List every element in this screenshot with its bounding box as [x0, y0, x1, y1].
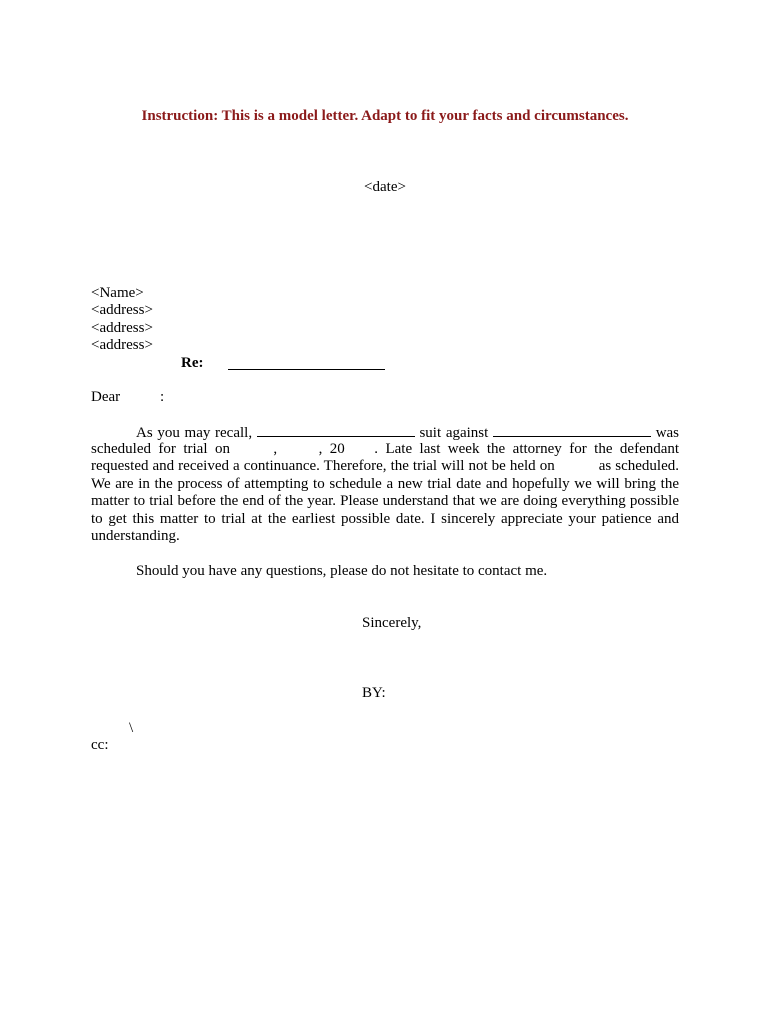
recipient-name: <Name> — [91, 285, 144, 301]
body-line — [91, 423, 679, 441]
body-line: matter to trial before the end of the year. Please understand that we are doing everything possible — [91, 493, 679, 509]
closing: Sincerely, — [362, 615, 422, 631]
client-name-blank — [257, 423, 415, 437]
defendant-name-blank — [493, 423, 651, 437]
body-line: We are in the process of attempting to schedule a new trial date and hopefully we will bring the — [91, 475, 679, 492]
salutation-dear: Dear — [91, 389, 121, 405]
body-line — [91, 458, 679, 476]
body-paragraph-1 — [91, 423, 679, 546]
body-line — [91, 441, 679, 459]
signature-by-label: BY: — [362, 685, 386, 701]
body-text: scheduled for trial on — [91, 440, 230, 457]
body-text: , 20 — [318, 440, 345, 457]
re-subject-blank — [228, 355, 385, 370]
body-text: , — [273, 440, 278, 457]
instruction-heading: Instruction: This is a model letter. Adapt to fit your facts and circumstances. — [141, 108, 629, 124]
recipient-address-line: <address> — [91, 302, 153, 318]
body-text: as scheduled. — [598, 458, 679, 474]
body-paragraph-2: Should you have any questions, please do not hesitate to contact me. — [136, 563, 548, 579]
body-text: was — [655, 425, 680, 441]
cc-label: cc: — [91, 737, 109, 753]
recipient-address-line: <address> — [91, 337, 153, 353]
body-line: to get this matter to trial at the earliest possible date. I sincerely appreciate your patience and — [91, 510, 679, 527]
date-placeholder: <date> — [364, 179, 406, 195]
salutation-colon: : — [160, 389, 165, 405]
recipient-address-line: <address> — [91, 320, 153, 336]
body-text: suit against — [419, 425, 489, 441]
body-text: As you may recall, — [136, 425, 253, 441]
re-label: Re: — [181, 355, 204, 371]
body-text: requested and received a continuance. Therefore, the trial will not be held on — [91, 458, 555, 474]
body-line: understanding. — [91, 528, 180, 544]
backslash-mark: \ — [129, 720, 134, 736]
body-text: . Late last week the attorney for the defendant — [374, 440, 680, 457]
